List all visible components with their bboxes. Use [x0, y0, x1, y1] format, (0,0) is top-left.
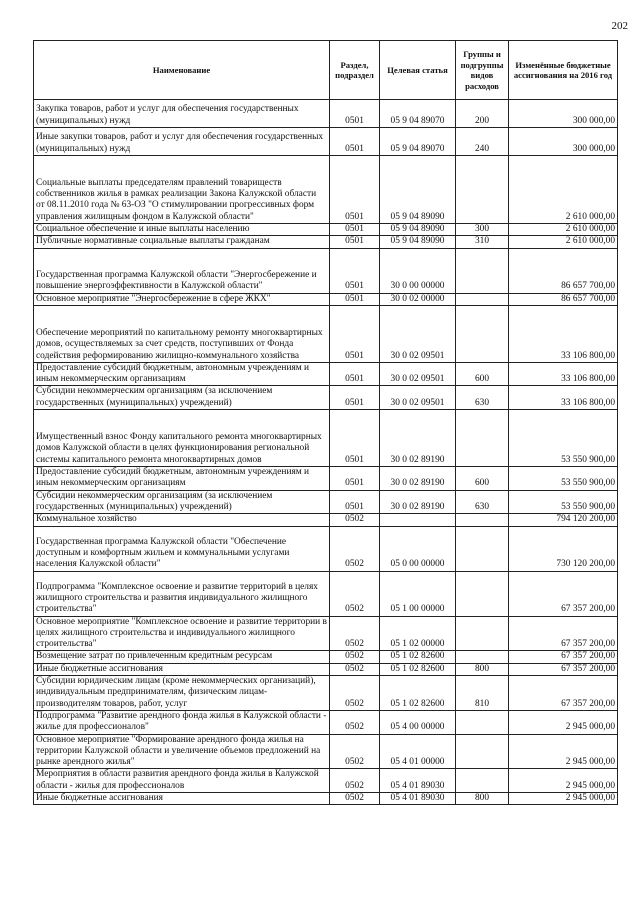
row-article: 05 1 02 00000 [380, 616, 456, 651]
table-row [34, 467, 618, 491]
row-amount: 2 610 000,00 [509, 236, 618, 248]
row-group: 800 [456, 793, 509, 805]
row-section: 0501 [330, 490, 380, 514]
table-header-row [34, 41, 618, 100]
row-group [456, 651, 509, 663]
row-article: 30 0 00 00000 [380, 248, 456, 293]
row-name: Обеспечение мероприятий по капитальному ремонту многоквартирных домов, осуществляемых за счет средств, поступивших от Фонда содействия реформированию жилищно-коммунального хозяйства [34, 305, 330, 362]
row-amount: 2 945 000,00 [509, 769, 618, 793]
row-name: Основное мероприятие "Энергосбережение в сфере ЖКХ" [34, 293, 330, 305]
row-name: Субсидии некоммерческим организациям (за исключением государственных (муниципальных) учреждений) [34, 490, 330, 514]
table-row [34, 410, 618, 467]
row-amount: 33 106 800,00 [509, 362, 618, 386]
row-section: 0502 [330, 616, 380, 651]
row-group: 200 [456, 100, 509, 128]
row-group: 600 [456, 467, 509, 491]
row-group: 300 [456, 224, 509, 236]
row-group: 810 [456, 676, 509, 711]
row-section: 0501 [330, 100, 380, 128]
header-name: Наименование [34, 41, 330, 100]
row-name: Иные бюджетные ассигнования [34, 663, 330, 675]
header-article: Целевая статья [380, 41, 456, 100]
row-name: Субсидии юридическим лицам (кроме некоммерческих организаций), индивидуальным предпринимателям, физическим лицам-производителям товаров, работ, услуг [34, 676, 330, 711]
table-row [34, 362, 618, 386]
row-group [456, 248, 509, 293]
row-amount: 67 357 200,00 [509, 676, 618, 711]
table-row [34, 651, 618, 663]
row-amount: 67 357 200,00 [509, 651, 618, 663]
row-article: 30 0 02 89190 [380, 490, 456, 514]
table-row [34, 293, 618, 305]
row-section: 0502 [330, 734, 380, 769]
row-name: Предоставление субсидий бюджетным, автономным учреждениям и иным некоммерческим организациям [34, 362, 330, 386]
table-row [34, 236, 618, 248]
budget-table [33, 40, 618, 805]
row-group [456, 734, 509, 769]
row-group [456, 514, 509, 526]
row-name: Государственная программа Калужской области "Энергосбережение и повышение энергоэффективности в Калужской области" [34, 248, 330, 293]
row-group: 600 [456, 362, 509, 386]
table-row [34, 710, 618, 734]
row-article: 05 1 02 82600 [380, 676, 456, 711]
table-row [34, 386, 618, 410]
row-section: 0502 [330, 571, 380, 616]
row-group [456, 769, 509, 793]
row-amount: 2 945 000,00 [509, 793, 618, 805]
row-article: 05 4 00 00000 [380, 710, 456, 734]
row-article: 05 1 00 00000 [380, 571, 456, 616]
table-row [34, 734, 618, 769]
row-section: 0501 [330, 410, 380, 467]
row-name: Социальное обеспечение и иные выплаты населению [34, 224, 330, 236]
row-section: 0502 [330, 663, 380, 675]
row-amount: 300 000,00 [509, 128, 618, 156]
table-body [34, 100, 618, 805]
row-amount: 2 610 000,00 [509, 156, 618, 224]
row-article: 05 1 02 82600 [380, 663, 456, 675]
row-amount: 300 000,00 [509, 100, 618, 128]
table-row [34, 514, 618, 526]
row-group [456, 293, 509, 305]
header-section: Раздел, подраздел [330, 41, 380, 100]
row-section: 0501 [330, 224, 380, 236]
row-group: 310 [456, 236, 509, 248]
row-amount: 67 357 200,00 [509, 616, 618, 651]
row-amount: 794 120 200,00 [509, 514, 618, 526]
row-amount: 2 610 000,00 [509, 224, 618, 236]
row-article: 05 9 04 89090 [380, 224, 456, 236]
row-article: 30 0 02 09501 [380, 305, 456, 362]
row-group: 800 [456, 663, 509, 675]
row-group [456, 156, 509, 224]
row-section: 0501 [330, 248, 380, 293]
table-row [34, 663, 618, 675]
row-section: 0502 [330, 526, 380, 571]
row-article: 05 4 01 89030 [380, 769, 456, 793]
row-group: 630 [456, 386, 509, 410]
row-section: 0501 [330, 236, 380, 248]
row-name: Иные бюджетные ассигнования [34, 793, 330, 805]
row-name: Государственная программа Калужской области "Обеспечение доступным и комфортным жильем и коммунальными услугами населения Калужской области" [34, 526, 330, 571]
row-section: 0502 [330, 651, 380, 663]
row-section: 0501 [330, 305, 380, 362]
row-section: 0501 [330, 293, 380, 305]
row-article: 30 0 02 00000 [380, 293, 456, 305]
table-row [34, 526, 618, 571]
row-section: 0501 [330, 128, 380, 156]
row-amount: 67 357 200,00 [509, 663, 618, 675]
row-name: Мероприятия в области развития арендного фонда жилья в Калужской области - жилья для профессионалов [34, 769, 330, 793]
table-row [34, 676, 618, 711]
row-article: 05 9 04 89090 [380, 236, 456, 248]
row-article: 30 0 02 89190 [380, 410, 456, 467]
row-article: 30 0 02 09501 [380, 362, 456, 386]
row-name: Подпрограмма "Развитие арендного фонда жилья в Калужской области - жилье для профессионалов" [34, 710, 330, 734]
row-amount: 2 945 000,00 [509, 710, 618, 734]
row-name: Закупка товаров, работ и услуг для обеспечения государственных (муниципальных) нужд [34, 100, 330, 128]
row-article: 05 4 01 89030 [380, 793, 456, 805]
table-row [34, 305, 618, 362]
row-group [456, 305, 509, 362]
row-name: Подпрограмма "Комплексное освоение и развитие территорий в целях жилищного строительства и развития индивидуального жилищного строительства" [34, 571, 330, 616]
table-row [34, 224, 618, 236]
row-name: Иные закупки товаров, работ и услуг для обеспечения государственных (муниципальных) нужд [34, 128, 330, 156]
row-article: 05 9 04 89070 [380, 100, 456, 128]
row-amount: 86 657 700,00 [509, 293, 618, 305]
table-row [34, 156, 618, 224]
row-group [456, 616, 509, 651]
row-article: 05 4 01 00000 [380, 734, 456, 769]
row-article: 05 1 02 82600 [380, 651, 456, 663]
row-amount: 86 657 700,00 [509, 248, 618, 293]
header-groups: Группы и подгруппы видов расходов [456, 41, 509, 100]
row-article: 05 0 00 00000 [380, 526, 456, 571]
row-article: 30 0 02 89190 [380, 467, 456, 491]
row-amount: 730 120 200,00 [509, 526, 618, 571]
row-section: 0502 [330, 514, 380, 526]
row-name: Публичные нормативные социальные выплаты гражданам [34, 236, 330, 248]
row-section: 0501 [330, 386, 380, 410]
row-amount: 67 357 200,00 [509, 571, 618, 616]
row-group [456, 571, 509, 616]
table-row [34, 100, 618, 128]
table-row [34, 793, 618, 805]
row-amount: 33 106 800,00 [509, 386, 618, 410]
row-name: Предоставление субсидий бюджетным, автономным учреждениям и иным некоммерческим организациям [34, 467, 330, 491]
row-group: 240 [456, 128, 509, 156]
header-amount: Изменённые бюджетные ассигнования на 2016 год [509, 41, 618, 100]
row-section: 0501 [330, 467, 380, 491]
row-name: Социальные выплаты председателям правлений товариществ собственников жилья в рамках реализации Закона Калужской области от 08.11.2010 года № 63-ОЗ "О стимулировании прогрессивных форм управления жилищным фондом в Калужской области" [34, 156, 330, 224]
row-amount: 53 550 900,00 [509, 490, 618, 514]
row-amount: 2 945 000,00 [509, 734, 618, 769]
row-article: 05 9 04 89090 [380, 156, 456, 224]
row-group [456, 710, 509, 734]
row-name: Основное мероприятие "Комплексное освоение и развитие территории в целях жилищного строительства и индивидуального жилищного строительства" [34, 616, 330, 651]
row-section: 0502 [330, 793, 380, 805]
table-row [34, 571, 618, 616]
table-row [34, 248, 618, 293]
row-name: Субсидии некоммерческим организациям (за исключением государственных (муниципальных) учреждений) [34, 386, 330, 410]
row-name: Основное мероприятие "Формирование арендного фонда жилья на территории Калужской области и увеличение объемов предложений на рынке арендного жилья" [34, 734, 330, 769]
row-group [456, 526, 509, 571]
row-section: 0502 [330, 676, 380, 711]
row-section: 0501 [330, 362, 380, 386]
row-amount: 33 106 800,00 [509, 305, 618, 362]
table-row [34, 490, 618, 514]
row-amount: 53 550 900,00 [509, 467, 618, 491]
row-group: 630 [456, 490, 509, 514]
row-section: 0501 [330, 156, 380, 224]
row-name: Коммунальное хозяйство [34, 514, 330, 526]
row-name: Возмещение затрат по привлеченным кредитным ресурсам [34, 651, 330, 663]
row-name: Имущественный взнос Фонду капитального ремонта многоквартирных домов Калужской области в целях функционирования региональной системы капитального ремонта многоквартирных домов [34, 410, 330, 467]
row-article: 30 0 02 09501 [380, 386, 456, 410]
row-amount: 53 550 900,00 [509, 410, 618, 467]
row-article [380, 514, 456, 526]
row-section: 0502 [330, 710, 380, 734]
page-number: 202 [611, 20, 628, 32]
table-row [34, 128, 618, 156]
row-article: 05 9 04 89070 [380, 128, 456, 156]
table-row [34, 616, 618, 651]
table-row [34, 769, 618, 793]
row-section: 0502 [330, 769, 380, 793]
row-group [456, 410, 509, 467]
